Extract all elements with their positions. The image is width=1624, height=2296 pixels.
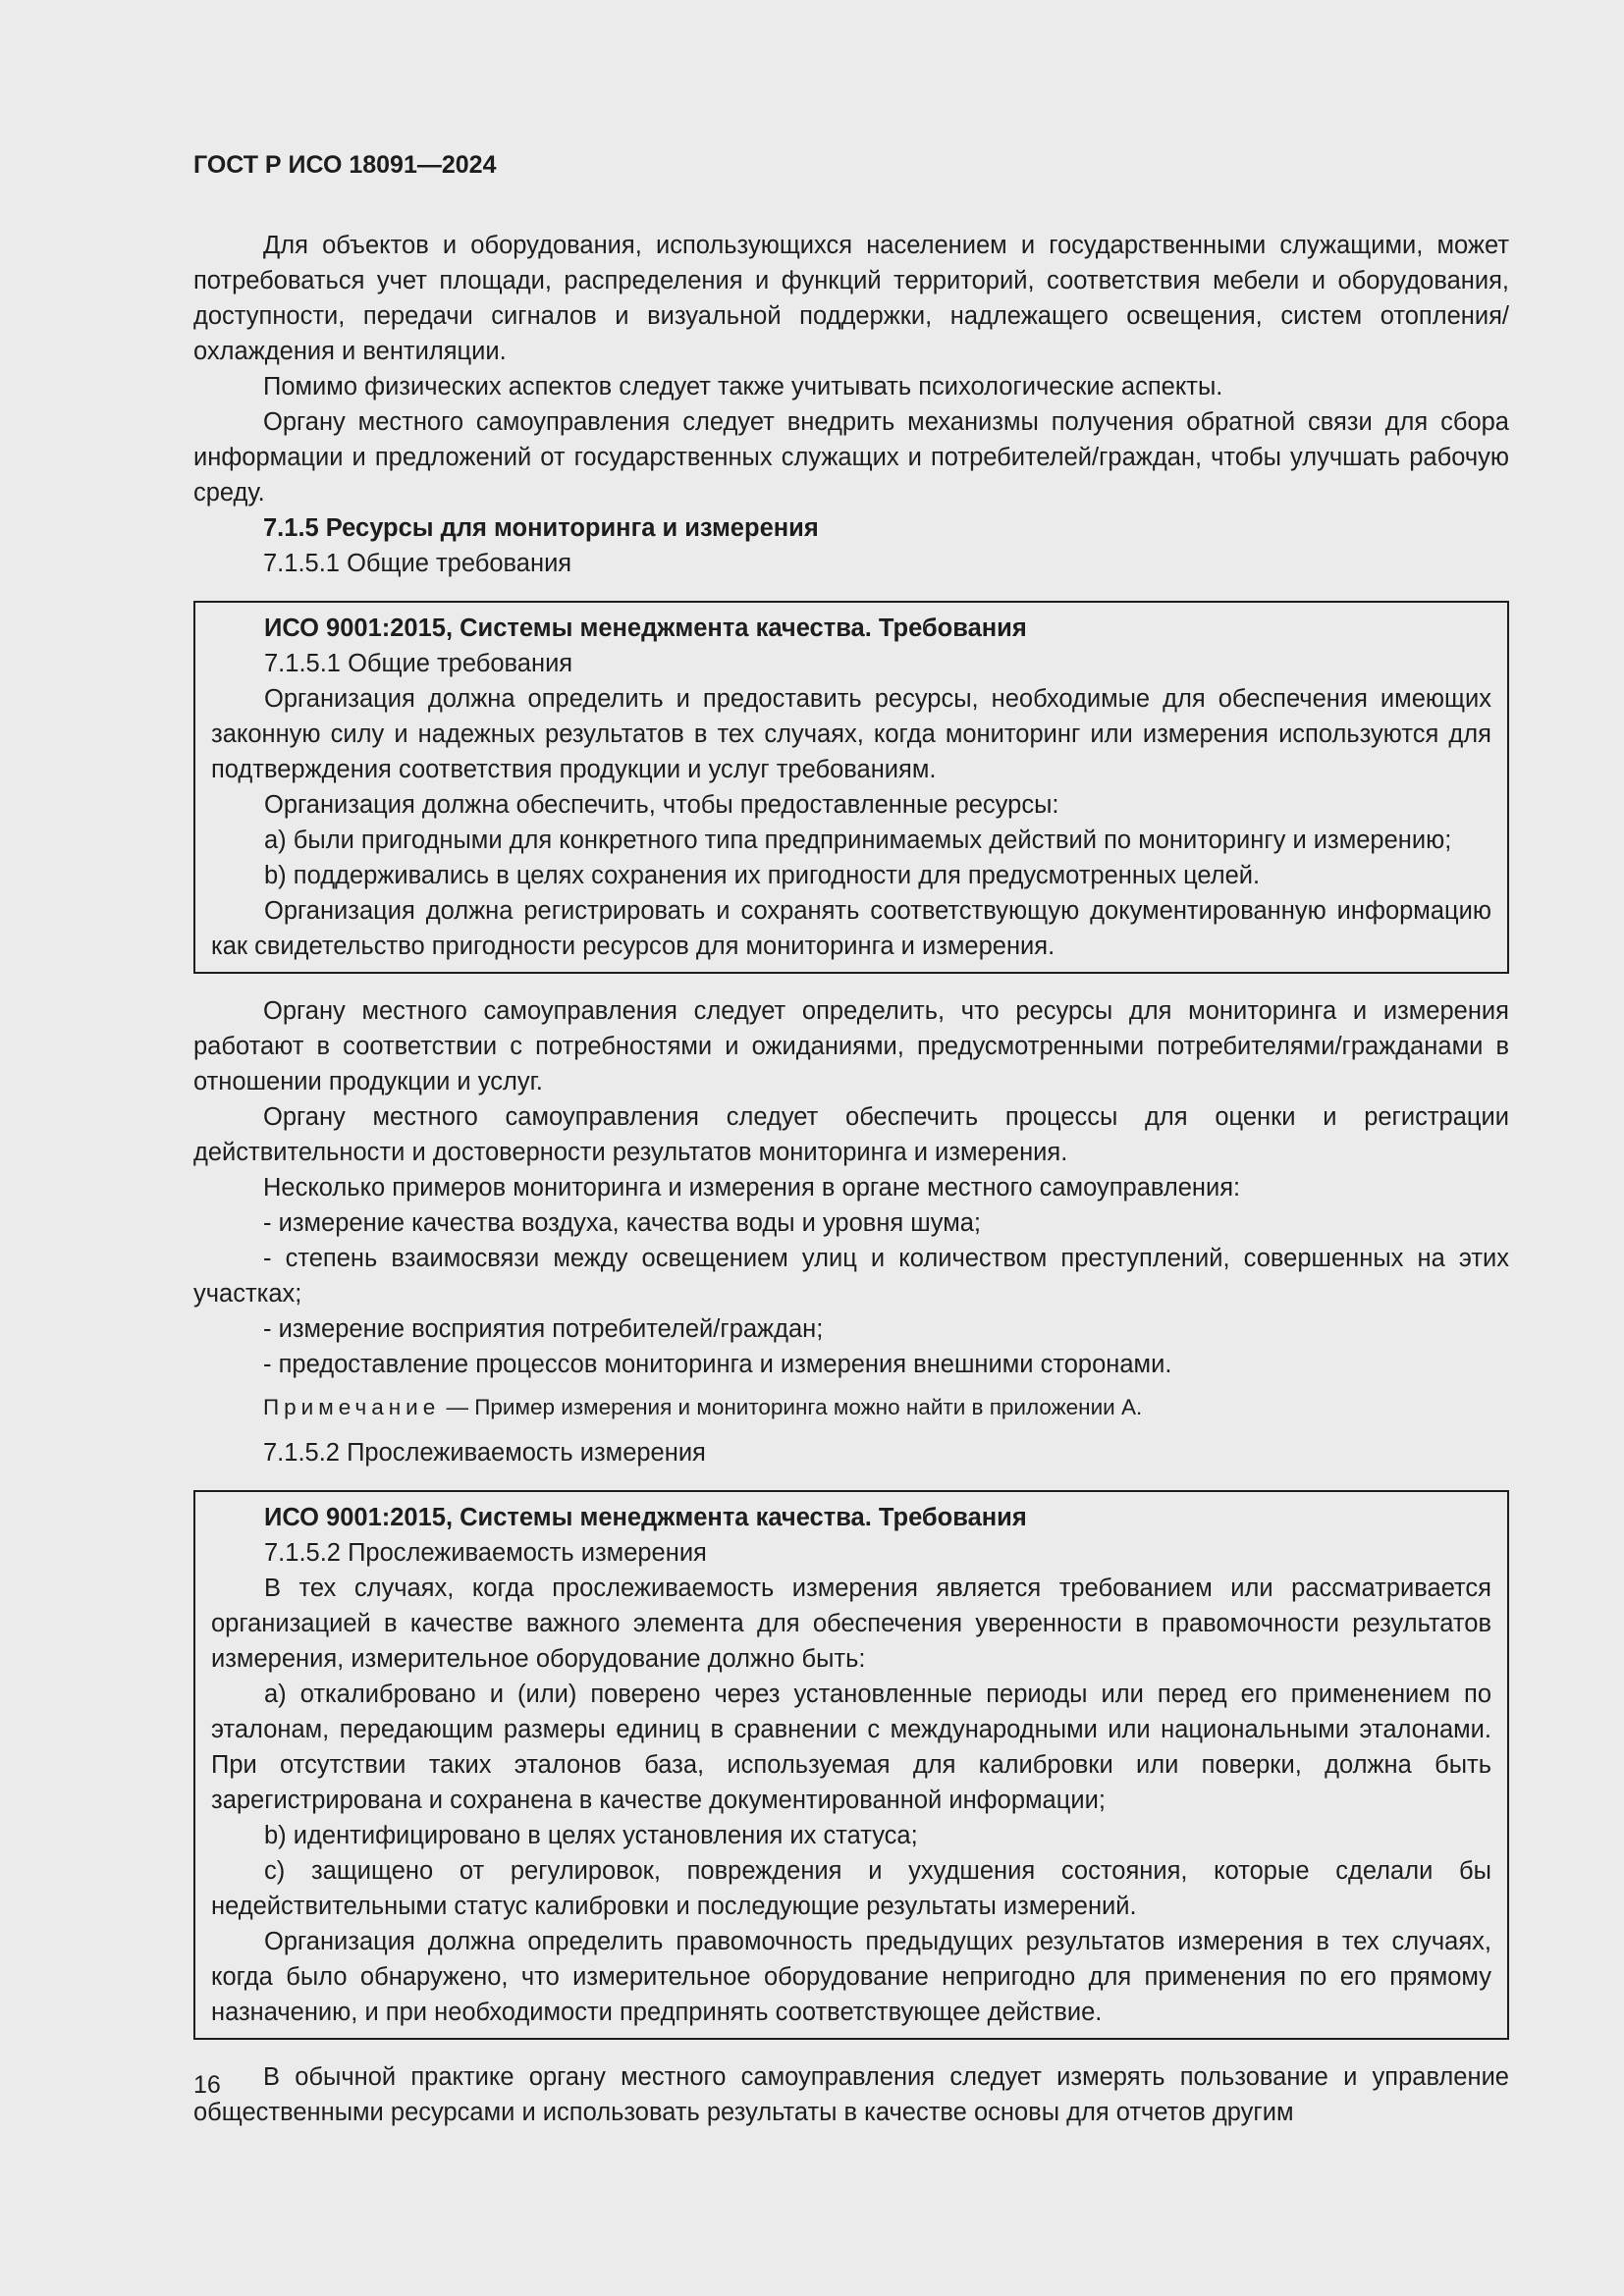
iso-quote-box-1 — [193, 601, 1509, 974]
list-item: - измерение качества воздуха, качества воды и уровня шума; — [263, 1209, 982, 1237]
box-paragraph: b) идентифицировано в целях установления их статуса; — [264, 1822, 918, 1849]
paragraph: Несколько примеров мониторинга и измерения в органе местного самоуправления: — [263, 1174, 1241, 1201]
list-item: - степень взаимосвязи между освещением улиц и количеством преступлений, совершенных на этих участках; — [193, 1245, 1509, 1308]
box-paragraph: a) были пригодными для конкретного типа предпринимаемых действий по мониторингу и измерению; — [264, 827, 1452, 854]
box-title: ИСО 9001:2015, Системы менеджмента качества. Требования — [264, 614, 1027, 642]
box-paragraph: В тех случаях, когда прослеживаемость измерения является требованием или рассматривается организацией в качестве важного элемента для обеспечения уверенности в правомочности результатов измерения, измерительное оборудование должно быть: — [211, 1575, 1491, 1673]
box-title: ИСО 9001:2015, Системы менеджмента качества. Требования — [264, 1504, 1027, 1531]
box-paragraph: Организация должна определить правомочность предыдущих результатов измерения в тех случаях, когда было обнаружено, что измерительное оборудование непригодно для применения по его прямому назначению, и при необходимости предпринять соответствующее действие. — [211, 1928, 1491, 2026]
list-item: - измерение восприятия потребителей/граждан; — [263, 1315, 824, 1343]
section-heading-7-1-5: 7.1.5 Ресурсы для мониторинга и измерения — [263, 514, 819, 542]
box-subtitle: 7.1.5.1 Общие требования — [264, 650, 573, 677]
box-paragraph: a) откалибровано и (или) поверено через установленные периоды или перед его применением по эталонам, передающим размеры единиц в сравнении с международными или национальными эталонами. При отсутствии таких эталонов база, используемая для калибровки или поверки, должна быть зарегистрирована и сохранена в качестве документированной информации; — [211, 1681, 1491, 1814]
paragraph: Органу местного самоуправления следует определить, что ресурсы для мониторинга и измерения работают в соответствии с потребностями и ожиданиями, предусмотренными потребителями/гражданами в отношении продукции и услуг. — [193, 997, 1509, 1095]
box-paragraph: c) защищено от регулировок, повреждения и ухудшения состояния, которые сделали бы недействительными статус калибровки и последующие результаты измерений. — [211, 1857, 1491, 1920]
box-paragraph: Организация должна регистрировать и сохранять соответствующую документированную информацию как свидетельство пригодности ресурсов для мониторинга и измерения. — [211, 897, 1491, 960]
paragraph: Органу местного самоуправления следует внедрить механизмы получения обратной связи для сбора информации и предложений от государственных служащих и потребителей/граждан, чтобы улучшать рабочую среду. — [193, 408, 1509, 507]
note-text: — Пример измерения и мониторинга можно найти в приложении А. — [440, 1395, 1143, 1419]
list-item: - предоставление процессов мониторинга и измерения внешними сторонами. — [263, 1351, 1172, 1378]
box-paragraph: Организация должна обеспечить, чтобы предоставленные ресурсы: — [264, 791, 1059, 819]
box-paragraph: Организация должна определить и предоставить ресурсы, необходимые для обеспечения имеющих законную силу и надежных результатов в тех случаях, когда мониторинг или измерения используются для подтверждения соответствия продукции и услуг требованиям. — [211, 685, 1491, 783]
paragraph: Органу местного самоуправления следует обеспечить процессы для оценки и регистрации действительности и достоверности результатов мониторинга и измерения. — [193, 1103, 1509, 1166]
note-label: Примечание — [263, 1395, 441, 1419]
page-number: 16 — [193, 2071, 221, 2099]
note — [193, 1392, 1509, 1423]
paragraph: Помимо физических аспектов следует также учитывать психологические аспекты. — [263, 373, 1223, 400]
paragraph: В обычной практике органу местного самоуправления следует измерять пользование и управление общественными ресурсами и использовать результаты в качестве основы для отчетов другим — [193, 2063, 1509, 2126]
iso-quote-box-2 — [193, 1490, 1509, 2040]
section-heading-7-1-5-2: 7.1.5.2 Прослеживаемость измерения — [263, 1439, 706, 1467]
document-header: ГОСТ Р ИСО 18091—2024 — [193, 151, 497, 179]
box-subtitle: 7.1.5.2 Прослеживаемость измерения — [264, 1539, 707, 1567]
document-page — [193, 147, 1509, 2130]
box-paragraph: b) поддерживались в целях сохранения их пригодности для предусмотренных целей. — [264, 862, 1261, 889]
section-heading-7-1-5-1: 7.1.5.1 Общие требования — [263, 550, 572, 577]
paragraph: Для объектов и оборудования, использующихся населением и государственными служащими, может потребоваться учет площади, распределения и функций территорий, соответствия мебели и оборудования, доступности, передачи сигналов и визуальной поддержки, надлежащего освещения, систем отопления/охлаждения и вентиляции. — [193, 232, 1509, 365]
